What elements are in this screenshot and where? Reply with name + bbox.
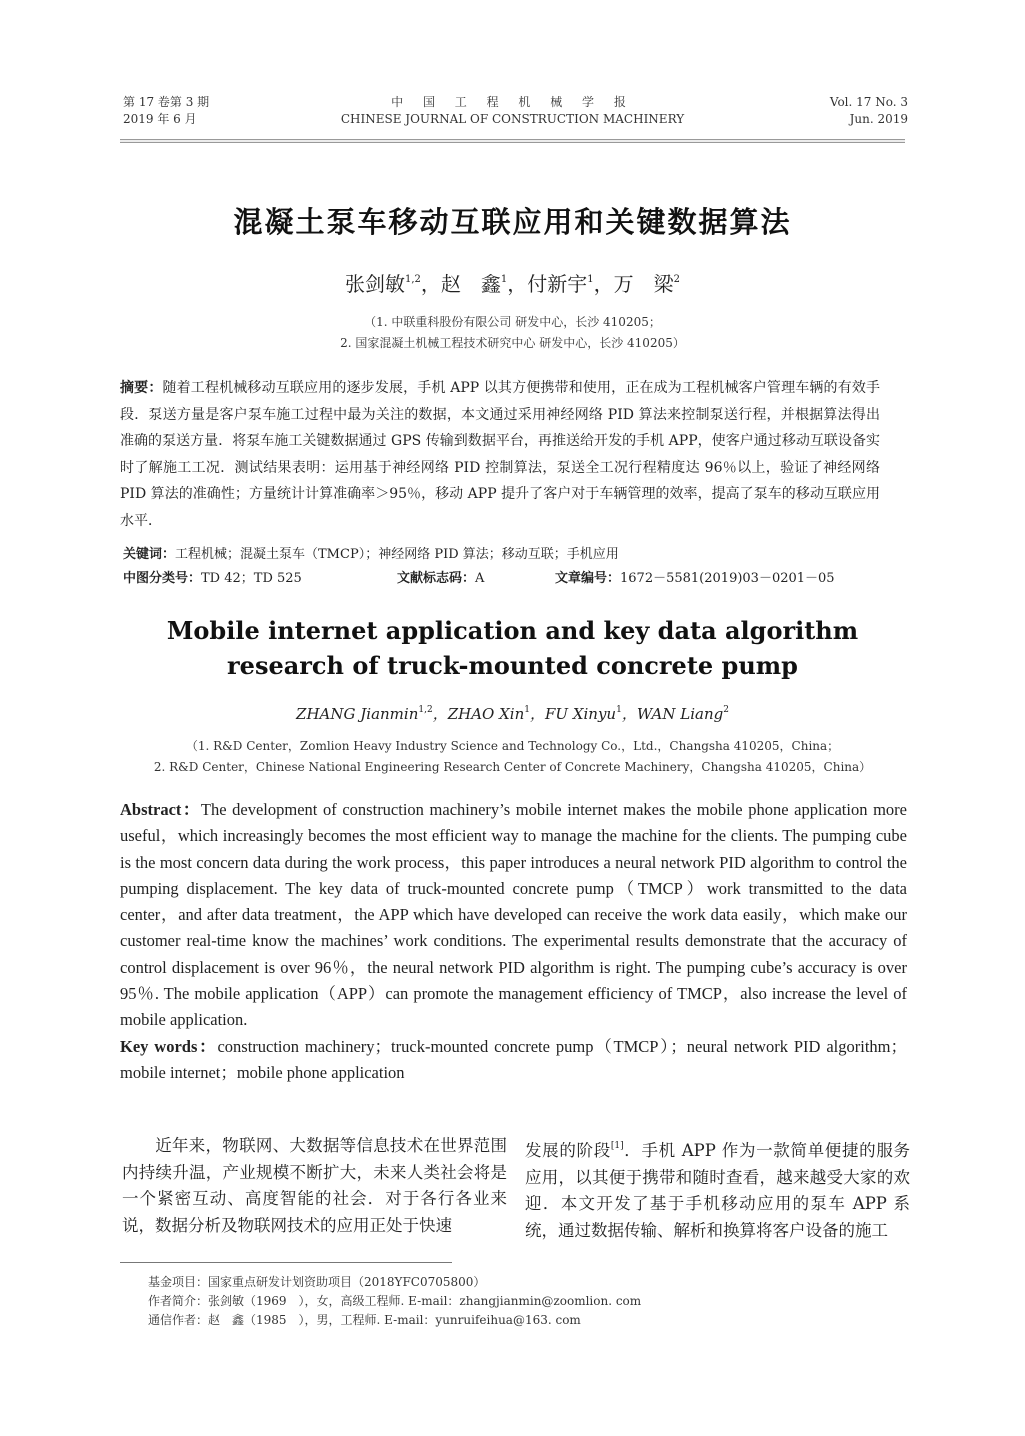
document-code (397, 567, 555, 586)
body-text-left: 近年来，物联网、大数据等信息技术在世界范围内持续升温，产业规模不断扩大，未来人类社会将是一个紧密互动、高度智能的社会．对于各行各业来说，数据分析及物联网技术的应用正处于快速 (122, 1136, 507, 1235)
affiliation-en-1: （1. R&D Center，Zomlion Heavy Industry Science and Technology Co.，Ltd.，Changsha 410205，China； (185, 739, 840, 753)
abstract-en (120, 797, 907, 1034)
classification-line (123, 567, 903, 586)
keywords-label-cn: 关键词： (123, 547, 176, 562)
abstract-text-cn: 随着工程机械移动互联应用的逐步发展，手机 APP 以其方便携带和使用，正在成为工程机械客户管理车辆的有效手段．泵送方量是客户泵车施工过程中最为关注的数据，本文通过采用神经网络 PID 算法来控制泵送行程，并根据算法得出准确的泵送方量．将泵车施工关键数据通过 GPS 传输到数据平台，再推送给开发的手机 APP，使客户通过移动互联设备实时了解施工工况．测试结果表明：运用基于神经网络 PID 控制算法，泵送全工况行程精度达 96％以上，验证了神经网络 PID 算法的准确性；方量统计计算准确率＞95％，移动 APP 提升了客户对于车辆管理的效率，提高了泵车的移动互联应用水平． (120, 380, 881, 529)
body-column-left (122, 1133, 507, 1239)
footnote-rule (120, 1262, 452, 1263)
author-separator: ， (593, 272, 614, 296)
clc-value: TD 42；TD 525 (201, 571, 302, 586)
article-no-value: 1672－5581(2019)03－0201－05 (620, 571, 835, 586)
keywords-cn (123, 543, 619, 562)
author-affiliation-mark: 1 (524, 705, 530, 715)
author-separator: ， (432, 705, 448, 723)
article-no-label: 文章编号： (555, 571, 621, 586)
author-separator: ， (621, 705, 637, 723)
affiliation-en-2: 2. R&D Center，Chinese National Engineering Research Center of Concrete Machinery，Changsha 410205，China） (153, 760, 872, 774)
affiliation-cn-1: （1. 中联重科股份有限公司 研发中心，长沙 410205； (364, 315, 661, 329)
header-volume-issue-en: Vol. 17 No. 3 (829, 95, 908, 109)
paper-title-en (0, 613, 1025, 683)
abstract-label-en: Abstract： (120, 800, 201, 819)
header-date-cn: 2019 年 6 月 (123, 112, 197, 126)
author-name: ZHANG Jianmin (296, 705, 419, 723)
author-affiliation-mark: 1,2 (418, 705, 433, 715)
author-affiliation-mark: 1 (587, 274, 594, 285)
abstract-cn (120, 375, 880, 534)
citation-ref[interactable]: [1] (610, 1141, 624, 1151)
abstract-label-cn: 摘要： (120, 380, 163, 396)
abstract-en-block (120, 797, 907, 1086)
footnote-author-bio: 作者简介：张剑敏（1969 ），女，高级工程师. E-mail：zhangjianmin@zoomlion. com (148, 1294, 642, 1308)
footnote-funding: 基金项目：国家重点研发计划资助项目（2018YFC0705800） (148, 1275, 486, 1289)
author-separator: ， (529, 705, 545, 723)
author-separator: ， (420, 272, 441, 296)
header-double-rule (120, 139, 905, 143)
author-name: 付新宇 (527, 272, 588, 296)
doc-code-value: A (475, 571, 485, 586)
author-list-en (0, 703, 1025, 724)
author-name: 张剑敏 (344, 272, 405, 296)
title-en-line-1: Mobile internet application and key data algorithm (166, 616, 859, 645)
article-number (555, 567, 835, 586)
author-name: 万 梁 (613, 272, 674, 296)
author-name: WAN Liang (636, 705, 724, 723)
author-list-cn (0, 268, 1025, 297)
keywords-en (120, 1034, 907, 1087)
header-date-en: Jun. 2019 (849, 112, 908, 126)
body-text-right-2: ．手机 APP 作为一款简单便捷的服务应用，以其便于携带和随时查看，越来越受大家的欢迎．本文开发了基于手机移动应用的泵车 APP 系统，通过数据传输、解析和换算将客户设备的施工 (525, 1141, 910, 1240)
author-affiliation-mark: 1 (500, 274, 508, 285)
keywords-label-en: Key words： (120, 1036, 218, 1056)
paper-title-cn: 混凝土泵车移动互联应用和关键数据算法 (233, 205, 792, 239)
journal-name-cn: 中 国 工 程 机 械 学 报 (391, 95, 634, 109)
clc-label: 中图分类号： (123, 571, 202, 586)
footnote-corresponding-author: 通信作者：赵 鑫（1985 ），男，工程师. E-mail：yunruifeihua@163. com (148, 1313, 581, 1327)
header-volume-issue-cn: 第 17 卷第 3 期 (123, 95, 210, 109)
author-name: ZHAO Xin (447, 705, 525, 723)
title-en-line-2: research of truck-mounted concrete pump (227, 651, 798, 680)
author-affiliation-mark: 2 (673, 274, 681, 285)
author-name: FU Xinyu (545, 705, 617, 723)
keywords-text-cn: 工程机械；混凝土泵车（TMCP）；神经网络 PID 算法；移动互联；手机应用 (175, 547, 619, 562)
affiliation-cn-2: 2. 国家混凝土机械工程技术研究中心 研发中心，长沙 410205） (340, 336, 685, 350)
doc-code-label: 文献标志码： (397, 571, 476, 586)
author-affiliation-mark: 2 (723, 705, 729, 715)
author-name: 赵 鑫 (440, 272, 501, 296)
author-affiliation-mark: 1 (616, 705, 622, 715)
author-affiliation-mark: 1,2 (404, 274, 421, 285)
journal-name-en: CHINESE JOURNAL OF CONSTRUCTION MACHINERY (340, 112, 685, 126)
author-separator: ， (507, 272, 528, 296)
abstract-text-en: The development of construction machinery’s mobile internet makes the mobile phone application more useful，which increasingly becomes the most efficient way to manage the machine for the clients. The pumping cube is the most concern data during the work process，this paper introduces a neural network PID algorithm to control the pumping displacement. The key data of truck-mounted concrete pump（TMCP）work transmitted to the data center，and after data treatment，the APP which have developed can receive the work data easily，which make our customer real-time know the machines’ work conditions. The experimental results demonstrate that the accuracy of control displacement is over 96％，the neural network PID algorithm is right. The pumping cube’s accuracy is over 95％. The mobile application（APP）can promote the management efficiency of TMCP，also increase the level of mobile application. (120, 800, 907, 1030)
clc-number (123, 567, 397, 586)
body-text-right-1: 发展的阶段 (525, 1141, 611, 1160)
header-right (830, 94, 908, 128)
keywords-text-en: construction machinery；truck-mounted concrete pump（TMCP）；neural network PID algorithm；mobile internet；mobile phone application (120, 1036, 907, 1082)
body-column-right (525, 1133, 910, 1244)
